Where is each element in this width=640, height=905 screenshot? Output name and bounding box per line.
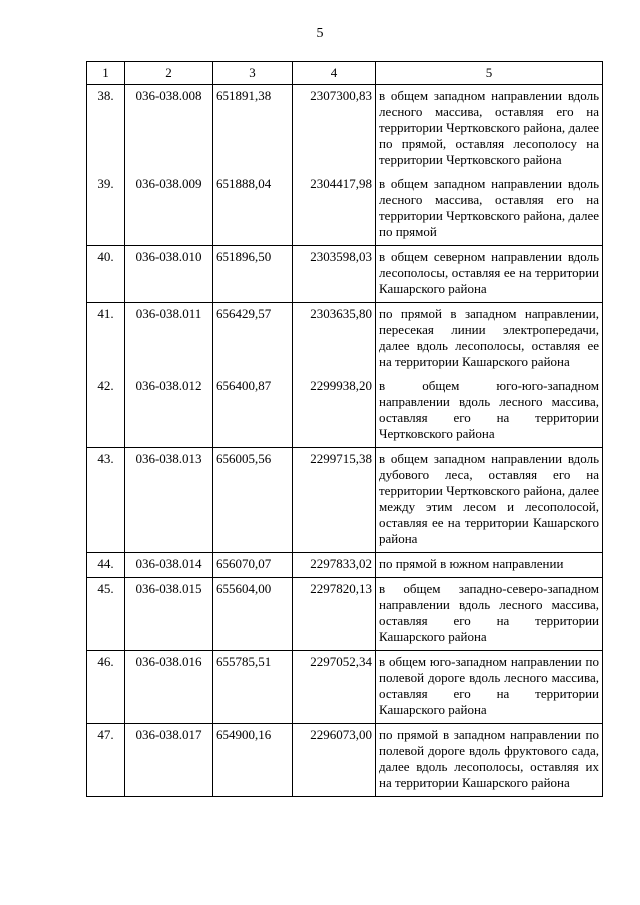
coordinate-y-cell <box>293 375 376 448</box>
point-code: 036-038.009 <box>135 176 202 191</box>
row-number-cell <box>87 651 125 724</box>
coordinate-y: 2296073,00 <box>310 727 372 742</box>
coordinate-x: 656005,56 <box>216 451 272 466</box>
coordinate-y-cell <box>293 448 376 553</box>
point-code-cell <box>125 448 213 553</box>
coordinate-x: 655785,51 <box>216 654 272 669</box>
coordinate-y: 2303598,03 <box>310 249 372 264</box>
coordinate-y: 2304417,98 <box>310 176 372 191</box>
point-code: 036-038.011 <box>135 306 202 321</box>
table-row <box>87 246 603 303</box>
coordinate-y-cell <box>293 553 376 578</box>
point-code: 036-038.017 <box>135 727 202 742</box>
route-description-cell <box>376 448 603 553</box>
point-code: 036-038.014 <box>135 556 202 571</box>
row-number-cell <box>87 246 125 303</box>
coordinate-y-cell <box>293 651 376 724</box>
coordinate-y: 2307300,83 <box>310 88 372 103</box>
route-description-cell <box>376 173 603 246</box>
table-row <box>87 173 603 246</box>
coordinate-y: 2299715,38 <box>310 451 372 466</box>
route-description-cell <box>376 85 603 174</box>
row-number: 43. <box>97 451 114 466</box>
route-description: в общем западно-северо-западном направлении вдоль лесного массива, оставляя его на территории Кашарского района <box>379 581 599 644</box>
coordinate-x: 651891,38 <box>216 88 272 103</box>
route-description-cell <box>376 724 603 797</box>
table-row <box>87 724 603 797</box>
column-header: 4 <box>293 62 376 85</box>
point-code: 036-038.008 <box>135 88 202 103</box>
row-number-cell <box>87 578 125 651</box>
route-description: по прямой в западном направлении по полевой дороге вдоль фруктового сада, далее вдоль лесополосы, оставляя их на территории Кашарского района <box>379 727 599 790</box>
route-description: по прямой в западном направлении, пересекая линии электропередачи, далее вдоль лесополосы, оставляя ее на территории Кашарского района <box>379 306 599 369</box>
coordinate-y-cell <box>293 578 376 651</box>
table-row <box>87 85 603 174</box>
table-row <box>87 375 603 448</box>
coordinate-x: 651896,50 <box>216 249 272 264</box>
route-description: в общем западном направлении вдоль дубового леса, оставляя его на территории Чертковского района, далее между этим лесом и лесополосой, оставляя ее на территории Кашарского района <box>379 451 599 546</box>
coordinate-x-cell <box>213 85 293 174</box>
point-code: 036-038.016 <box>135 654 202 669</box>
coordinate-x: 656400,87 <box>216 378 272 393</box>
coordinate-y: 2297833,02 <box>310 556 372 571</box>
table-header-row <box>87 62 603 85</box>
point-code: 036-038.013 <box>135 451 202 466</box>
column-header: 2 <box>125 62 213 85</box>
coordinate-y: 2297820,13 <box>310 581 372 596</box>
row-number: 44. <box>97 556 114 571</box>
coordinate-x: 656070,07 <box>216 556 272 571</box>
row-number: 47. <box>97 727 114 742</box>
coordinate-y-cell <box>293 85 376 174</box>
row-number-cell <box>87 173 125 246</box>
coordinate-y-cell <box>293 173 376 246</box>
point-code-cell <box>125 651 213 724</box>
row-number: 38. <box>97 88 114 103</box>
point-code-cell <box>125 303 213 376</box>
point-code-cell <box>125 553 213 578</box>
coordinate-x: 655604,00 <box>216 581 272 596</box>
point-code-cell <box>125 85 213 174</box>
coordinate-x-cell <box>213 553 293 578</box>
table-row <box>87 651 603 724</box>
route-description-cell <box>376 303 603 376</box>
coordinate-x-cell <box>213 173 293 246</box>
point-code-cell <box>125 578 213 651</box>
coordinate-y-cell <box>293 303 376 376</box>
route-description-cell <box>376 375 603 448</box>
row-number-cell <box>87 448 125 553</box>
table-row <box>87 448 603 553</box>
coordinate-x-cell <box>213 246 293 303</box>
row-number: 46. <box>97 654 114 669</box>
coordinate-x: 656429,57 <box>216 306 272 321</box>
coordinate-y-cell <box>293 246 376 303</box>
table-row <box>87 553 603 578</box>
row-number-cell <box>87 553 125 578</box>
route-description: в общем западном направлении вдоль лесного массива, оставляя его на территории Чертковского района, далее по прямой <box>379 176 599 239</box>
point-code: 036-038.015 <box>135 581 202 596</box>
row-number: 39. <box>97 176 114 191</box>
row-number: 41. <box>97 306 114 321</box>
column-header: 3 <box>213 62 293 85</box>
route-description-cell <box>376 553 603 578</box>
coordinate-x: 654900,16 <box>216 727 272 742</box>
point-code-cell <box>125 246 213 303</box>
point-code: 036-038.012 <box>135 378 202 393</box>
route-description-cell <box>376 578 603 651</box>
route-description-cell <box>376 651 603 724</box>
table-row <box>87 303 603 376</box>
boundary-points-table <box>86 61 603 797</box>
point-code-cell <box>125 724 213 797</box>
route-description: в общем западном направлении вдоль лесного массива, оставляя его на территории Чертковского района, далее по прямой, оставляя лесополосу на территории Чертковского района <box>379 88 599 167</box>
route-description: по прямой в южном направлении <box>379 556 564 571</box>
row-number-cell <box>87 724 125 797</box>
coordinate-y: 2297052,34 <box>310 654 372 669</box>
point-code-cell <box>125 375 213 448</box>
coordinate-y-cell <box>293 724 376 797</box>
route-description-cell <box>376 246 603 303</box>
coordinate-y: 2303635,80 <box>310 306 372 321</box>
point-code-cell <box>125 173 213 246</box>
table-row <box>87 578 603 651</box>
row-number: 42. <box>97 378 114 393</box>
column-header: 5 <box>376 62 603 85</box>
coordinate-x-cell <box>213 578 293 651</box>
coordinate-x-cell <box>213 651 293 724</box>
table-body <box>87 85 603 797</box>
coordinate-x-cell <box>213 448 293 553</box>
row-number-cell <box>87 303 125 376</box>
row-number-cell <box>87 375 125 448</box>
coordinate-x-cell <box>213 303 293 376</box>
row-number: 45. <box>97 581 114 596</box>
page-number: 5 <box>316 26 324 41</box>
coordinate-x-cell <box>213 375 293 448</box>
column-header: 1 <box>87 62 125 85</box>
row-number-cell <box>87 85 125 174</box>
row-number: 40. <box>97 249 114 264</box>
coordinate-x: 651888,04 <box>216 176 272 191</box>
point-code: 036-038.010 <box>135 249 202 264</box>
coordinate-x-cell <box>213 724 293 797</box>
route-description: в общем юго-западном направлении по полевой дороге вдоль лесного массива, оставляя его на территории Кашарского района <box>379 654 599 717</box>
route-description: в общем северном направлении вдоль лесополосы, оставляя ее на территории Кашарского района <box>379 249 599 296</box>
coordinate-y: 2299938,20 <box>310 378 372 393</box>
route-description: в общем юго-юго-западном направлении вдоль лесного массива, оставляя его на территории Чертковского района <box>379 378 599 441</box>
